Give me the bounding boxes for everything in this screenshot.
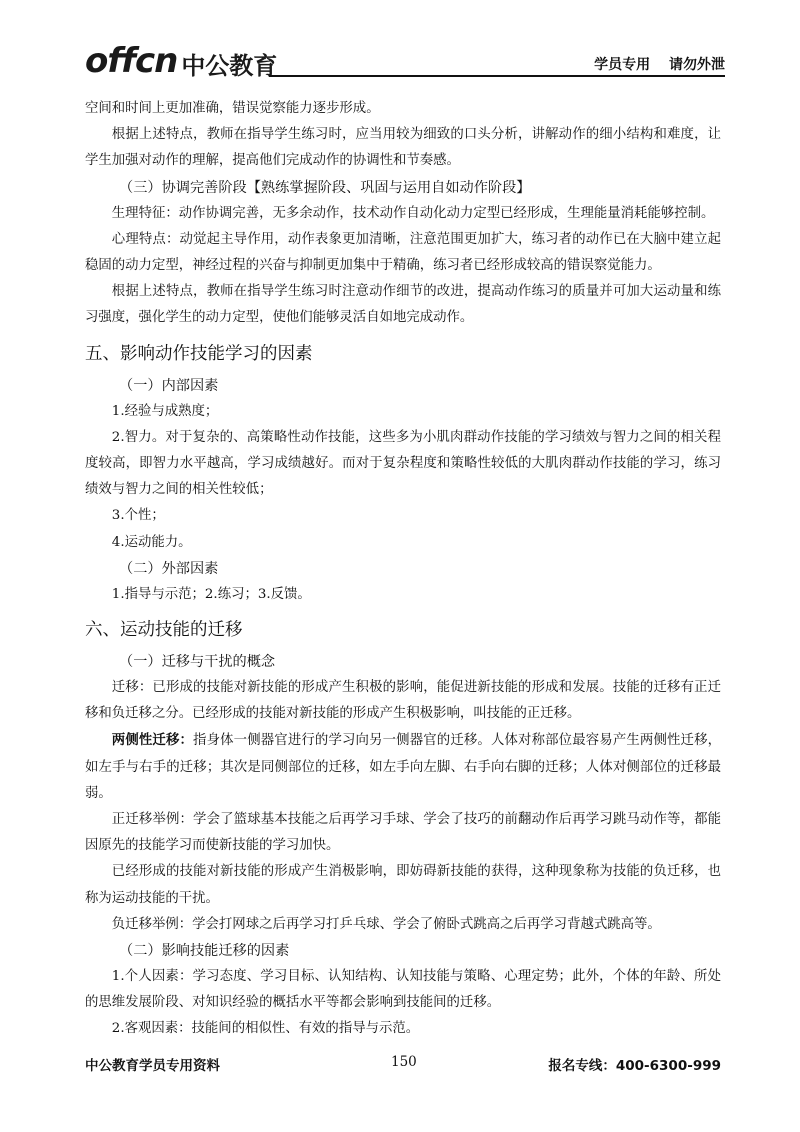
paragraph: 1.经验与成熟度； [111, 403, 219, 419]
header-tag-students-only: 学员专用 [594, 57, 651, 73]
logo-text-en: offcn [85, 41, 178, 81]
paragraph: 3.个性； [111, 508, 165, 524]
subsection-heading: （二）影响技能迁移的因素 [119, 943, 290, 960]
subsection-heading: （三）协调完善阶段【熟练掌握阶段、巩固与运用自如动作阶段】 [119, 179, 531, 196]
header-tag-no-leak: 请勿外泄 [669, 57, 725, 73]
paragraph-text: 指身体一侧器官进行的学习向另一侧器官的迁移。人体对称部位最容易产生两侧性迁移，如左手与右手的迁移；其次是同侧部位的迁移，如左手向左脚、右手向右脚的迁移；人体对侧部位的迁移最弱。 [85, 733, 721, 801]
page-number: 150 [391, 1054, 417, 1070]
term-bilateral-transfer: 两侧性迁移： [111, 732, 194, 749]
paragraph: 迁移：已形成的技能对新技能的形成产生积极的影响，能促进新技能的形成和发展。技能的迁移有正迁移和负迁移之分。已经形成的技能对新技能的形成产生积极影响，叫技能的正迁移。 [85, 680, 721, 722]
paragraph: 已经形成的技能对新技能的形成产生消极影响，即妨碍新技能的获得，这种现象称为技能的负迁移，也称为运动技能的干扰。 [85, 864, 721, 906]
paragraph: 2.客观因素：技能间的相似性、有效的指导与示范。 [111, 1021, 420, 1037]
section-heading: 六、运动技能的迁移 [85, 620, 243, 641]
subsection-heading: （一）内部因素 [119, 377, 219, 394]
paragraph: 4.运动能力。 [111, 534, 192, 550]
page-footer [85, 1054, 721, 1076]
logo-text-cn: 中公教育 [181, 52, 278, 80]
header-rule [269, 75, 725, 77]
paragraph: 负迁移举例：学会打网球之后再学习打乒乓球、学会了俯卧式跳高之后再学习背越式跳高等。 [111, 916, 661, 932]
paragraph: 1.个人因素：学习态度、学习目标、认知结构、认知技能与策略、心理定势；此外，个体的年龄、所处的思维发展阶段、对知识经验的概括水平等都会影响到技能间的迁移。 [85, 969, 721, 1011]
paragraph [85, 727, 721, 807]
subsection-heading: （二）外部因素 [119, 560, 219, 577]
paragraph: 根据上述特点，教师在指导学生练习时注意动作细节的改进，提高动作练习的质量并可加大运动量和练习强度，强化学生的动力定型，使他们能够灵活自如地完成动作。 [85, 284, 721, 326]
page-content [85, 96, 721, 1043]
section-heading: 五、影响动作技能学习的因素 [85, 343, 313, 364]
subsection-heading: （一）迁移与干扰的概念 [119, 654, 276, 671]
footer-hotline: 报名专线：400-6300-999 [548, 1058, 721, 1074]
offcn-logo [85, 38, 278, 81]
paragraph: 2.智力。对于复杂的、高策略性动作技能，这些多为小肌肉群动作技能的学习绩效与智力之间的相关程度较高，即智力水平越高，学习成绩越好。而对于复杂程度和策略性较低的大肌肉群动作技能的学习，练习绩效与智力之间的相关性较低； [85, 429, 721, 498]
paragraph: 生理特征：动作协调完善，无多余动作，技术动作自动化动力定型已经形成，生理能量消耗能够控制。 [111, 205, 715, 221]
paragraph: 根据上述特点，教师在指导学生练习时，应当用较为细致的口头分析，讲解动作的细小结构和难度，让学生加强对动作的理解，提高他们完成动作的协调性和节奏感。 [85, 127, 721, 169]
footer-label: 中公教育学员专用资料 [85, 1058, 220, 1074]
paragraph: 1.指导与示范；2.练习；3.反馈。 [111, 586, 311, 602]
paragraph: 心理特点：动觉起主导作用，动作表象更加清晰，注意范围更加扩大，练习者的动作已在大脑中建立起稳固的动力定型，神经过程的兴奋与抑制更加集中于精确，练习者已经形成较高的错误察觉能力。 [85, 231, 721, 274]
page-header [85, 38, 725, 80]
paragraph: 空间和时间上更加准确，错误觉察能力逐步形成。 [85, 101, 380, 116]
header-tags [594, 54, 725, 74]
paragraph: 正迁移举例：学会了篮球基本技能之后再学习手球、学会了技巧的前翻动作后再学习跳马动作等，都能因原先的技能学习而使新技能的学习加快。 [85, 812, 721, 854]
